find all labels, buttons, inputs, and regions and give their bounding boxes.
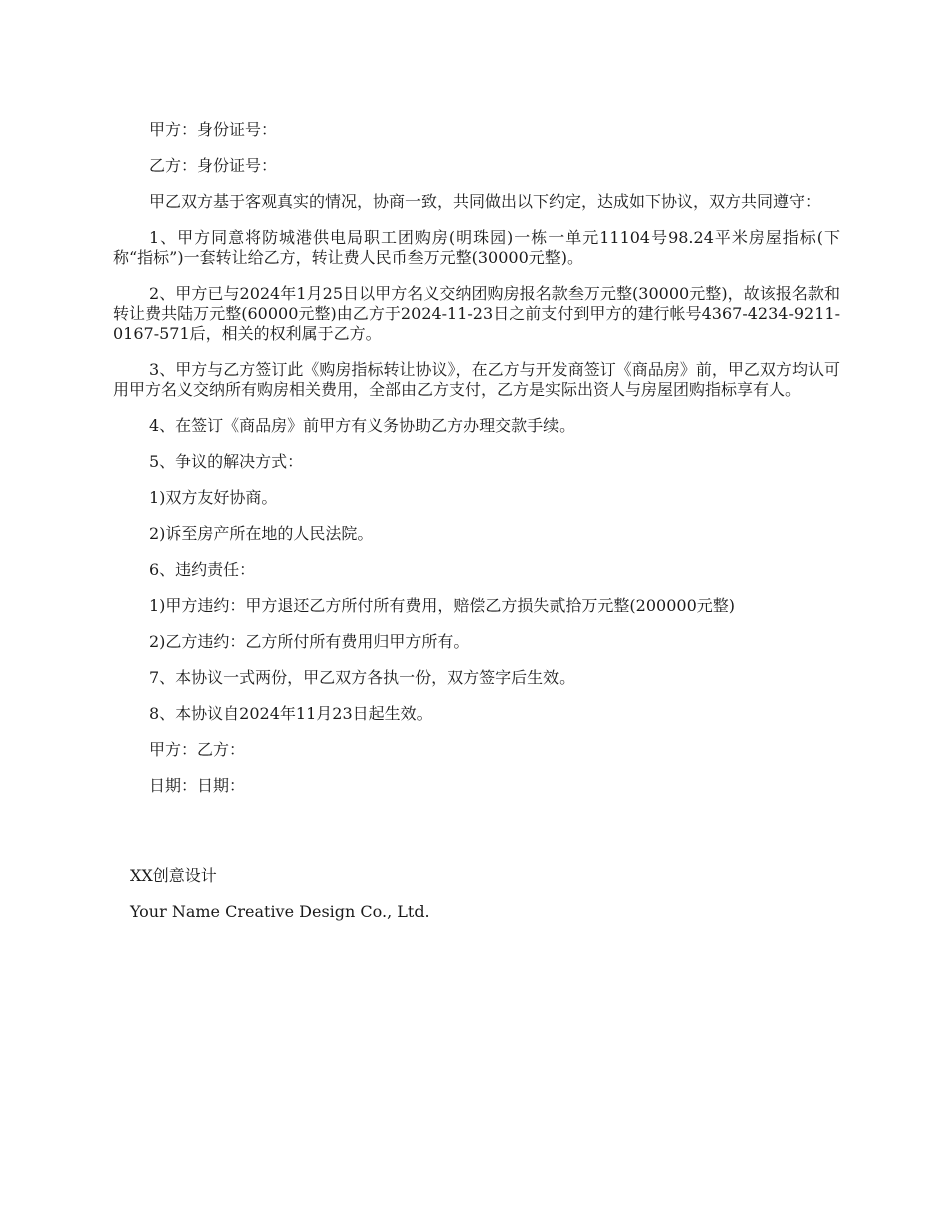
intro-paragraph: 甲乙双方基于客观真实的情况，协商一致，共同做出以下约定，达成如下协议，双方共同遵守：	[149, 192, 822, 211]
clause-1: 1、甲方同意将防城港供电局职工团购房(明珠园)一栋一单元11104号98.24平米房屋指标(下称“指标”)一套转让给乙方，转让费人民币叁万元整(30000元整)。	[113, 228, 840, 267]
date-line: 日期：日期：	[149, 776, 246, 795]
party-a-id-line: 甲方：身份证号：	[149, 120, 278, 139]
contract-body	[113, 120, 840, 812]
company-name-en: Your Name Creative Design Co., Ltd.	[130, 902, 430, 921]
company-name-cn: XX创意设计	[130, 866, 217, 885]
clause-5-item-2: 2)诉至房产所在地的人民法院。	[149, 524, 374, 543]
clause-8: 8、本协议自2024年11月23日起生效。	[149, 704, 433, 723]
clause-4: 4、在签订《商品房》前甲方有义务协助乙方办理交款手续。	[149, 416, 576, 435]
clause-2: 2、甲方已与2024年1月25日以甲方名义交纳团购房报名款叁万元整(30000元整)，故该报名款和转让费共陆万元整(60000元整)由乙方于2024-11-23日之前支付到甲方的建行帐号4367-4234-9211-0167-571后，相关的权利属于乙方。	[113, 284, 840, 343]
clause-5-item-1: 1)双方友好协商。	[149, 488, 278, 507]
party-b-id-line: 乙方：身份证号：	[149, 156, 278, 175]
clause-7: 7、本协议一式两份，甲乙双方各执一份，双方签字后生效。	[149, 668, 576, 687]
clause-3: 3、甲方与乙方签订此《购房指标转让协议》，在乙方与开发商签订《商品房》前，甲乙双方均认可用甲方名义交纳所有购房相关费用，全部由乙方支付，乙方是实际出资人与房屋团购指标享有人。	[113, 360, 840, 399]
clause-6-breach: 6、违约责任：	[149, 560, 256, 579]
clause-6-item-2: 2)乙方违约：乙方所付所有费用归甲方所有。	[149, 632, 470, 651]
clause-5-dispute: 5、争议的解决方式：	[149, 452, 304, 471]
signature-line: 甲方：乙方：	[149, 740, 246, 759]
clause-6-item-1: 1)甲方违约：甲方退还乙方所付所有费用，赔偿乙方损失贰拾万元整(200000元整)	[149, 596, 735, 615]
